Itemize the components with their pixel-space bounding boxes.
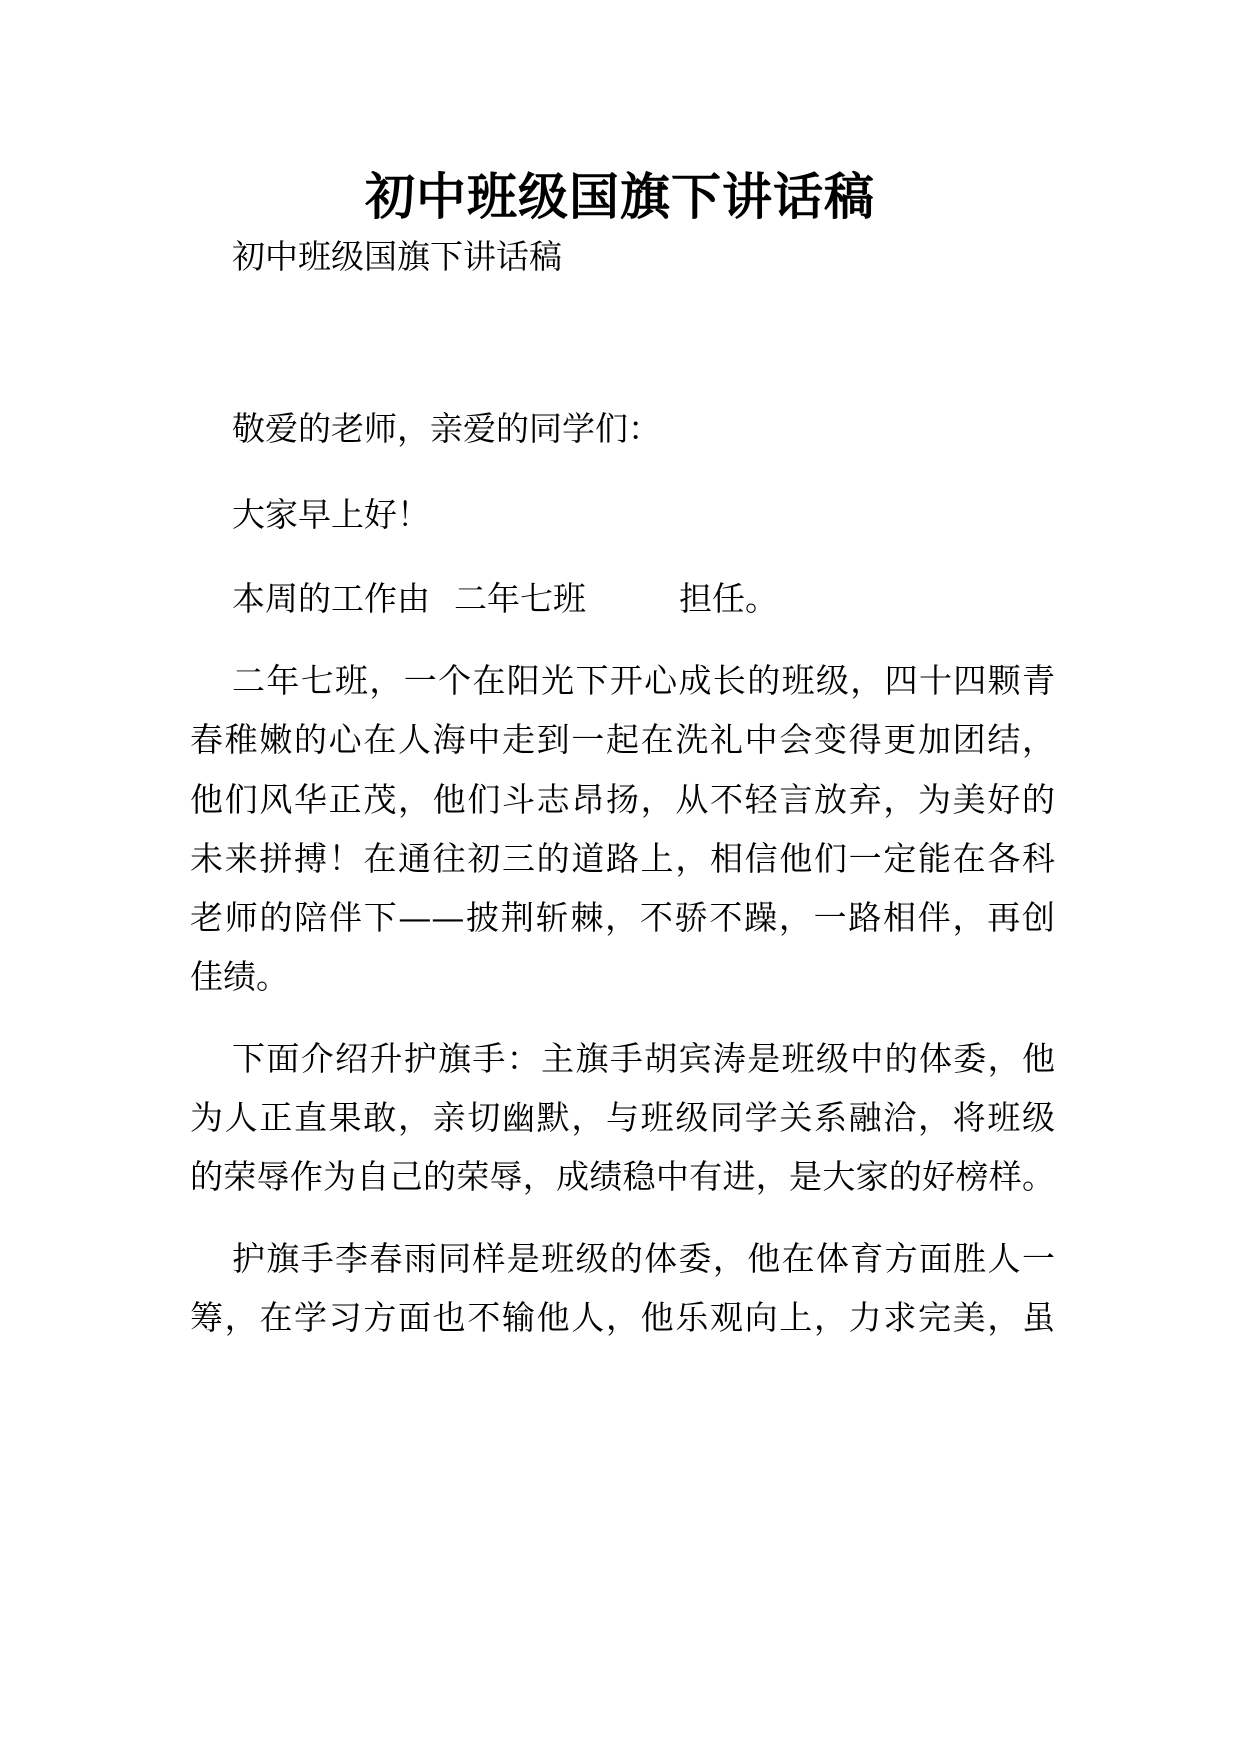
duty-prefix: 本周的工作由 [232,579,430,618]
paragraph1-line-6: 佳绩。 [190,957,289,996]
paragraph3-line-1: 护旗手李春雨同样是班级的体委，他在体育方面胜人一 [232,1239,1055,1278]
paragraph1-line-3: 他们风华正茂，他们斗志昂扬，从不轻言放弃，为美好的 [190,780,1055,819]
duty-suffix: 担任。 [679,579,778,618]
greeting-line: 敬爱的老师，亲爱的同学们： [232,409,661,448]
paragraph2-line-1: 下面介绍升护旗手：主旗手胡宾涛是班级中的体委，他 [232,1039,1055,1078]
paragraph2-line-2: 为人正直果敢，亲切幽默，与班级同学关系融洽，将班级 [190,1098,1055,1137]
paragraph1-line-5: 老师的陪伴下——披荆斩棘，不骄不躁，一路相伴，再创 [190,898,1055,937]
document-title: 初中班级国旗下讲话稿 [365,167,875,226]
paragraph1-line-2: 春稚嫩的心在人海中走到一起在洗礼中会变得更加团结， [190,720,1055,759]
duty-class-name: 二年七班 [454,579,586,618]
paragraph3-line-2: 筹，在学习方面也不输他人，他乐观向上，力求完美，虽 [190,1298,1055,1337]
morning-greeting: 大家早上好！ [232,495,430,534]
paragraph1-line-1: 二年七班，一个在阳光下开心成长的班级，四十四颗青 [232,661,1055,700]
document-subtitle: 初中班级国旗下讲话稿 [232,237,562,276]
paragraph2-line-3: 的荣辱作为自己的荣辱，成绩稳中有进，是大家的好榜样。 [190,1157,1055,1196]
duty-line [232,575,1055,623]
paragraph1-line-4: 未来拼搏！在通往初三的道路上，相信他们一定能在各科 [190,839,1055,878]
